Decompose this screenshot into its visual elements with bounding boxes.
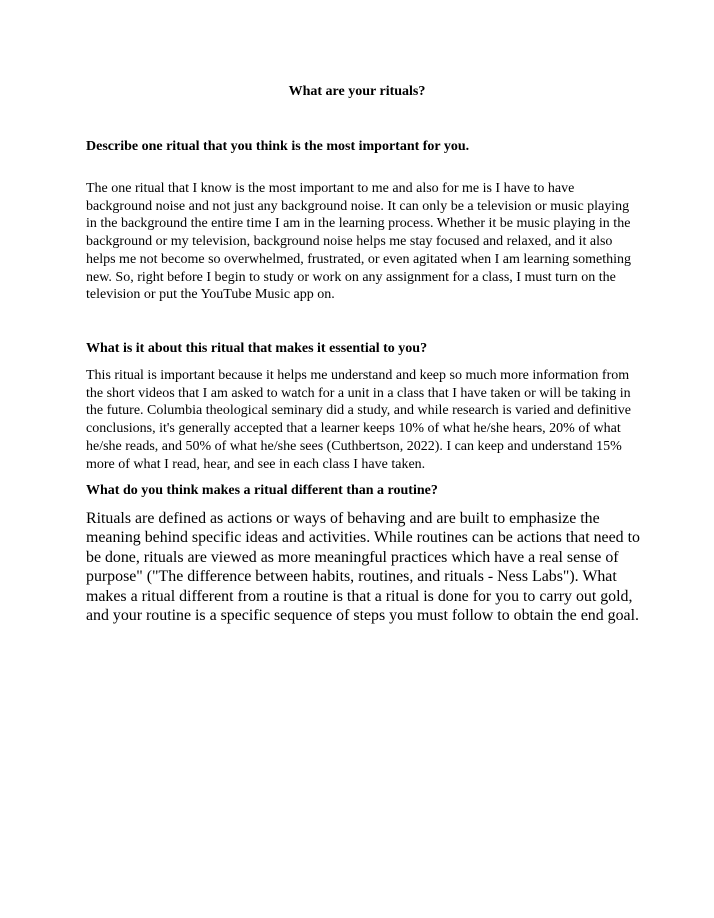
question-1-heading: Describe one ritual that you think is the most important for you.	[86, 139, 470, 154]
question-2-heading: What is it about this ritual that makes it essential to you?	[86, 341, 428, 356]
question-3-heading: What do you think makes a ritual different than a routine?	[86, 483, 438, 498]
document-title: What are your rituals?	[288, 84, 426, 99]
answer-1-paragraph: The one ritual that I know is the most important to me and also for me is I have to have background noise and not just any background noise. It can only be a television or music playing in the background the entire time I am in the learning process. Whether it be music playing in the background or my television, background noise helps me stay focused and relaxed, and it also helps me not become so overwhelmed, frustrated, or even agitated when I am learning something new. So, right before I begin to study or work on any assignment for a class, I must turn on the television or put the YouTube Music app on.	[86, 181, 632, 303]
answer-2-paragraph: This ritual is important because it helps me understand and keep so much more information from the short videos that I am asked to watch for a unit in a class that I have taken or will be taking in the future. Columbia theological seminary did a study, and while research is varied and definitive conclusions, it's generally accepted that a learner keeps 10% of what he/she hears, 20% of what he/she reads, and 50% of what he/she sees (Cuthbertson, 2022). I can keep and understand 15% more of what I read, hear, and see in each class I have taken.	[86, 368, 631, 472]
answer-3-paragraph: Rituals are defined as actions or ways of behaving and are built to emphasize the meaning behind specific ideas and activities. While routines can be actions that need to be done, rituals are viewed as more meaningful practices which have a real sense of purpose" ("The difference between habits, routines, and rituals - Ness Labs"). What makes a ritual different from a routine is that a ritual is done for you to carry out gold, and your routine is a specific sequence of steps you must follow to obtain the end goal.	[86, 510, 640, 625]
